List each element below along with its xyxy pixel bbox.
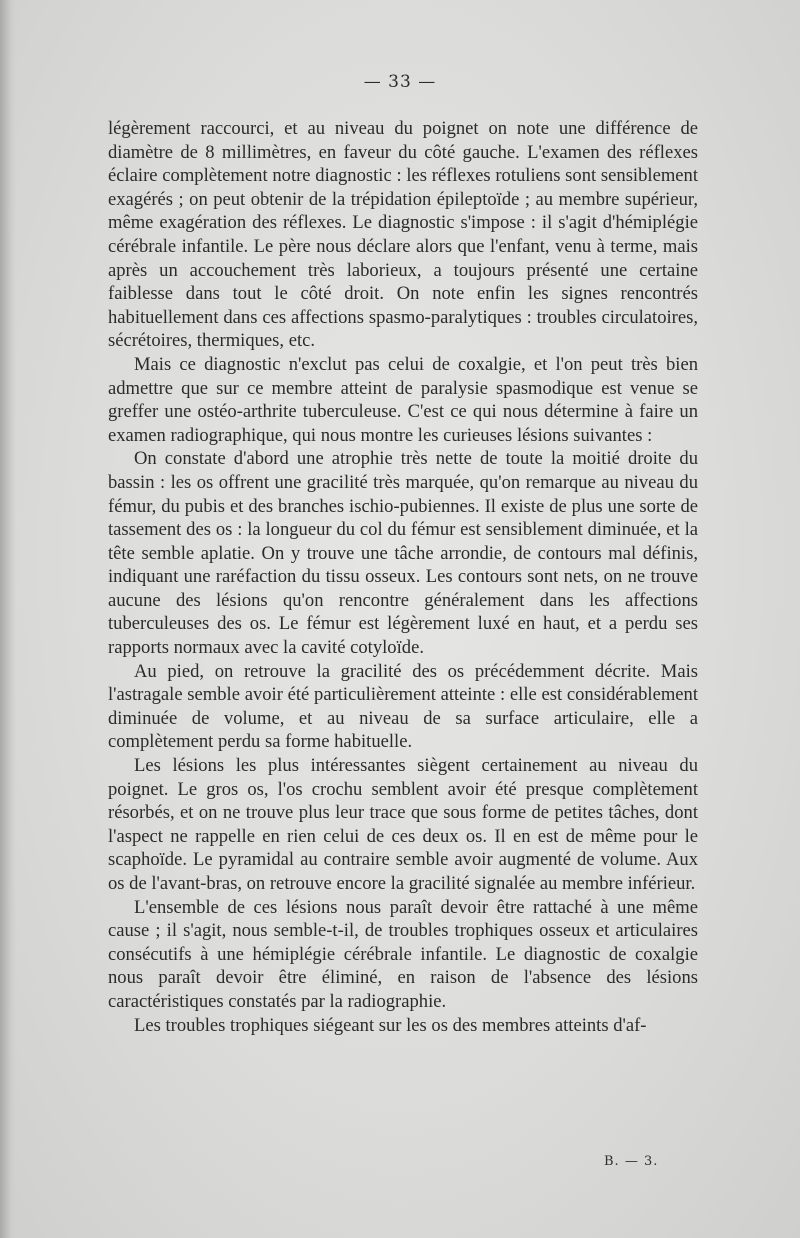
paragraph-4: Au pied, on retrouve la gracilité des os précédemment décrite. Mais l'astragale semble avoir été particulièrement atteinte : elle est considérablement diminuée de volume, et au niveau de sa surface articulaire, elle a complètement perdu sa forme habituelle.: [108, 660, 698, 753]
page-binding-edge: [0, 0, 16, 1238]
paragraph-3: On constate d'abord une atrophie très nette de toute la moitié droite du bassin : les os offrent une gracilité très marquée, qu'on remarque au niveau du fémur, du pubis et des branches ischio-pubiennes. Il existe de plus une sorte de tassement des os : la longueur du col du fémur est sensiblement diminuée, et la tête semble aplatie. On y trouve une tâche arrondie, de contours mal définis, indiquant une raréfaction du tissu osseux. Les contours sont nets, on ne trouve aucune des lésions qu'on rencontre généralement dans les affections tuberculeuses des os. Le fémur est légèrement luxé en haut, et a perdu ses rapports normaux avec la cavité cotyloïde.: [108, 448, 698, 659]
page-number: — 33 —: [363, 72, 437, 92]
paragraph-6: L'ensemble de ces lésions nous paraît devoir être rattaché à une même cause ; il s'agit, nous semble-t-il, de troubles trophiques osseux et articulaires consécutifs à une hémiplégie cérébrale infantile. Le diagnostic de coxalgie nous paraît devoir être éliminé, en raison de l'absence des lésions caractéristiques constatés par la radiographie.: [108, 896, 698, 1012]
paragraph-1: légèrement raccourci, et au niveau du poignet on note une différence de diamètre de 8 millimètres, en faveur du côté gauche. L'examen des réflexes éclaire complètement notre diagnostic : les réflexes rotuliens sont sensiblement exagérés ; on peut obtenir de la trépidation épileptoïde ; au membre supérieur, même exagération des réflexes. Le diagnostic s'impose : il s'agit d'hémiplégie cérébrale infantile. Le père nous déclare alors que l'enfant, venu à terme, mais après un accouchement très laborieux, a toujours présenté une certaine faiblesse dans tout le côté droit. On note enfin les signes rencontrés habituellement dans ces affections spasmo-paralytiques : troubles circulatoires, sécrétoires, thermiques, etc.: [108, 118, 698, 352]
body-text: [108, 117, 698, 1037]
signature-mark: B. — 3.: [604, 1154, 659, 1169]
paragraph-2: Mais ce diagnostic n'exclut pas celui de coxalgie, et l'on peut très bien admettre que sur ce membre atteint de paralysie spasmodique est venue se greffer une ostéo-arthrite tuberculeuse. C'est ce qui nous détermine à faire un examen radiographique, qui nous montre les curieuses lésions suivantes :: [108, 353, 698, 446]
paragraph-7: Les troubles trophiques siégeant sur les os des membres atteints d'af-: [134, 1014, 647, 1036]
paragraph-5: Les lésions les plus intéressantes siègent certainement au niveau du poignet. Le gros os, l'os crochu semblent avoir été presque complètement résorbés, et on ne trouve plus leur trace que sous forme de petites tâches, dont l'aspect ne rappelle en rien celui de ces deux os. Il en est de même pour le scaphoïde. Le pyramidal au contraire semble avoir augmenté de volume. Aux os de l'avant-bras, on retrouve encore la gracilité signalée au membre inférieur.: [108, 755, 698, 894]
